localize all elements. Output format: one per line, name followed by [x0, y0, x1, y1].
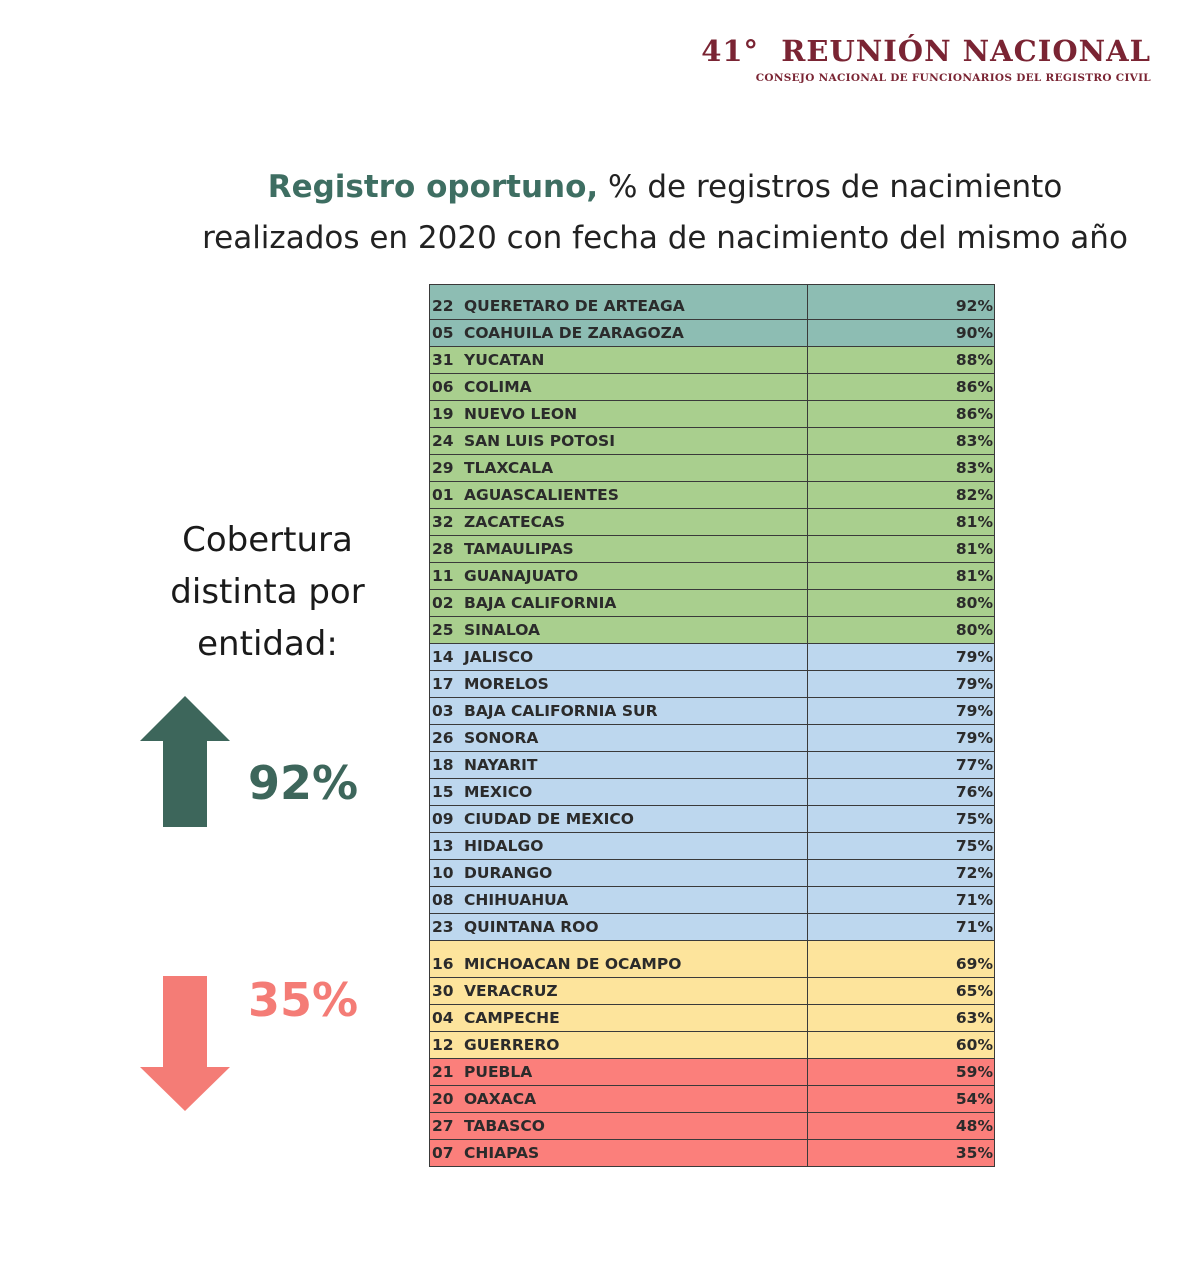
- table-row: [430, 1113, 995, 1140]
- state-name: MICHOACAN DE OCAMPO: [464, 955, 682, 973]
- state-cell: [430, 285, 808, 320]
- state-cell: [430, 941, 808, 978]
- state-code: 30: [432, 982, 454, 1000]
- table-row: [430, 455, 995, 482]
- table-row: [430, 401, 995, 428]
- state-name: ZACATECAS: [464, 513, 566, 531]
- state-percentage: 79%: [808, 671, 995, 698]
- state-name: QUINTANA ROO: [464, 918, 599, 936]
- state-cell: [430, 617, 808, 644]
- state-percentage: 75%: [808, 806, 995, 833]
- state-name: NAYARIT: [464, 756, 538, 774]
- state-code: 25: [432, 621, 454, 639]
- state-code: 20: [432, 1090, 454, 1108]
- coverage-label-line-1: Cobertura: [182, 520, 353, 560]
- state-code: 21: [432, 1063, 454, 1081]
- state-percentage: 92%: [808, 285, 995, 320]
- state-code: 26: [432, 729, 454, 747]
- state-cell: [430, 1140, 808, 1167]
- state-cell: [430, 482, 808, 509]
- state-percentage: 59%: [808, 1059, 995, 1086]
- state-percentage: 81%: [808, 536, 995, 563]
- state-name: AGUASCALIENTES: [464, 486, 619, 504]
- table-row: [430, 1086, 995, 1113]
- state-percentage: 90%: [808, 320, 995, 347]
- table-row: [430, 1140, 995, 1167]
- state-cell: [430, 887, 808, 914]
- state-name: BAJA CALIFORNIA: [464, 594, 617, 612]
- state-percentage: 54%: [808, 1086, 995, 1113]
- state-percentage: 60%: [808, 1032, 995, 1059]
- state-code: 32: [432, 513, 454, 531]
- state-cell: [430, 1032, 808, 1059]
- table-row: [430, 563, 995, 590]
- state-cell: [430, 347, 808, 374]
- state-percentage: 76%: [808, 779, 995, 806]
- state-name: GUERRERO: [464, 1036, 560, 1054]
- state-percentage: 79%: [808, 698, 995, 725]
- state-name: CIUDAD DE MEXICO: [464, 810, 634, 828]
- state-percentage: 80%: [808, 617, 995, 644]
- state-cell: [430, 752, 808, 779]
- state-code: 16: [432, 955, 454, 973]
- state-code: 06: [432, 378, 454, 396]
- state-code: 02: [432, 594, 454, 612]
- state-cell: [430, 509, 808, 536]
- state-percentage: 65%: [808, 978, 995, 1005]
- state-code: 11: [432, 567, 454, 585]
- state-code: 10: [432, 864, 454, 882]
- state-cell: [430, 914, 808, 941]
- event-subtitle: CONSEJO NACIONAL DE FUNCIONARIOS DEL REGISTRO CIVIL: [755, 72, 1151, 84]
- state-percentage: 86%: [808, 374, 995, 401]
- state-name: TAMAULIPAS: [464, 540, 574, 558]
- state-name: QUERETARO DE ARTEAGA: [464, 297, 685, 315]
- state-code: 15: [432, 783, 454, 801]
- table-row: [430, 320, 995, 347]
- page-title: [150, 162, 1180, 264]
- table-row: [430, 806, 995, 833]
- state-name: CHIHUAHUA: [464, 891, 569, 909]
- table-row: [430, 698, 995, 725]
- table-row: [430, 725, 995, 752]
- event-title: 41° REUNIÓN NACIONAL: [701, 34, 1151, 68]
- state-code: 18: [432, 756, 454, 774]
- state-code: 31: [432, 351, 454, 369]
- state-code: 12: [432, 1036, 454, 1054]
- coverage-label-line-3: entidad:: [197, 624, 338, 664]
- title-line-2: realizados en 2020 con fecha de nacimiento del mismo año: [202, 220, 1128, 256]
- state-percentage: 71%: [808, 914, 995, 941]
- state-percentage: 77%: [808, 752, 995, 779]
- state-name: VERACRUZ: [464, 982, 558, 1000]
- state-code: 24: [432, 432, 454, 450]
- state-name: PUEBLA: [464, 1063, 533, 1081]
- state-name: BAJA CALIFORNIA SUR: [464, 702, 658, 720]
- table-row: [430, 1005, 995, 1032]
- state-code: 04: [432, 1009, 454, 1027]
- state-code: 13: [432, 837, 454, 855]
- table-row: [430, 887, 995, 914]
- state-code: 14: [432, 648, 454, 666]
- state-percentage: 82%: [808, 482, 995, 509]
- table-row: [430, 347, 995, 374]
- coverage-table-body: [430, 285, 995, 1167]
- state-code: 17: [432, 675, 454, 693]
- state-code: 09: [432, 810, 454, 828]
- title-highlight: Registro oportuno,: [267, 169, 599, 205]
- arrow-down-icon: [140, 976, 230, 1111]
- table-row: [430, 1032, 995, 1059]
- state-cell: [430, 978, 808, 1005]
- state-name: SONORA: [464, 729, 539, 747]
- state-cell: [430, 644, 808, 671]
- table-row: [430, 860, 995, 887]
- state-name: DURANGO: [464, 864, 553, 882]
- state-percentage: 83%: [808, 455, 995, 482]
- state-name: CHIAPAS: [464, 1144, 540, 1162]
- table-row: [430, 536, 995, 563]
- state-code: 08: [432, 891, 454, 909]
- table-row: [430, 590, 995, 617]
- state-cell: [430, 374, 808, 401]
- state-percentage: 63%: [808, 1005, 995, 1032]
- state-cell: [430, 428, 808, 455]
- title-line-1: [150, 162, 1180, 213]
- state-cell: [430, 1005, 808, 1032]
- title-rest: % de registros de nacimiento: [598, 169, 1063, 205]
- state-percentage: 86%: [808, 401, 995, 428]
- state-name: TLAXCALA: [464, 459, 554, 477]
- state-cell: [430, 563, 808, 590]
- state-name: COLIMA: [464, 378, 532, 396]
- state-percentage: 72%: [808, 860, 995, 887]
- state-name: CAMPECHE: [464, 1009, 560, 1027]
- state-name: TABASCO: [464, 1117, 545, 1135]
- state-name: OAXACA: [464, 1090, 537, 1108]
- state-cell: [430, 725, 808, 752]
- table-row: [430, 509, 995, 536]
- state-percentage: 79%: [808, 644, 995, 671]
- state-percentage: 35%: [808, 1140, 995, 1167]
- state-percentage: 48%: [808, 1113, 995, 1140]
- table-row: [430, 978, 995, 1005]
- state-name: COAHUILA DE ZARAGOZA: [464, 324, 684, 342]
- state-code: 22: [432, 297, 454, 315]
- state-cell: [430, 1113, 808, 1140]
- state-name: SINALOA: [464, 621, 540, 639]
- coverage-min: 35%: [248, 973, 359, 1027]
- event-header: [701, 34, 1151, 84]
- state-code: 19: [432, 405, 454, 423]
- state-name: JALISCO: [464, 648, 534, 666]
- state-percentage: 81%: [808, 509, 995, 536]
- state-name: SAN LUIS POTOSI: [464, 432, 615, 450]
- table-row: [430, 941, 995, 978]
- state-cell: [430, 455, 808, 482]
- state-code: 23: [432, 918, 454, 936]
- coverage-table: [429, 284, 994, 1167]
- arrow-up-icon: [140, 696, 230, 827]
- state-cell: [430, 860, 808, 887]
- state-percentage: 80%: [808, 590, 995, 617]
- state-name: HIDALGO: [464, 837, 544, 855]
- state-code: 03: [432, 702, 454, 720]
- state-code: 05: [432, 324, 454, 342]
- state-cell: [430, 671, 808, 698]
- state-name: MORELOS: [464, 675, 549, 693]
- state-cell: [430, 1086, 808, 1113]
- state-code: 07: [432, 1144, 454, 1162]
- state-percentage: 81%: [808, 563, 995, 590]
- state-cell: [430, 590, 808, 617]
- state-cell: [430, 779, 808, 806]
- state-cell: [430, 698, 808, 725]
- state-name: GUANAJUATO: [464, 567, 579, 585]
- table-row: [430, 1059, 995, 1086]
- table-row: [430, 671, 995, 698]
- state-percentage: 79%: [808, 725, 995, 752]
- state-cell: [430, 320, 808, 347]
- state-cell: [430, 536, 808, 563]
- table-row: [430, 833, 995, 860]
- state-cell: [430, 833, 808, 860]
- state-percentage: 83%: [808, 428, 995, 455]
- state-code: 29: [432, 459, 454, 477]
- coverage-label-line-2: distinta por: [170, 572, 365, 612]
- table-row: [430, 285, 995, 320]
- state-name: NUEVO LEON: [464, 405, 578, 423]
- state-percentage: 69%: [808, 941, 995, 978]
- state-cell: [430, 401, 808, 428]
- table-row: [430, 374, 995, 401]
- state-percentage: 88%: [808, 347, 995, 374]
- coverage-max: 92%: [248, 756, 359, 810]
- state-code: 27: [432, 1117, 454, 1135]
- table-row: [430, 644, 995, 671]
- table-row: [430, 428, 995, 455]
- table-row: [430, 752, 995, 779]
- coverage-label: [140, 514, 395, 670]
- state-name: YUCATAN: [464, 351, 545, 369]
- table-row: [430, 779, 995, 806]
- table-row: [430, 617, 995, 644]
- table-row: [430, 482, 995, 509]
- state-code: 28: [432, 540, 454, 558]
- state-cell: [430, 1059, 808, 1086]
- state-cell: [430, 806, 808, 833]
- state-code: 01: [432, 486, 454, 504]
- state-percentage: 75%: [808, 833, 995, 860]
- state-name: MEXICO: [464, 783, 533, 801]
- table-row: [430, 914, 995, 941]
- state-percentage: 71%: [808, 887, 995, 914]
